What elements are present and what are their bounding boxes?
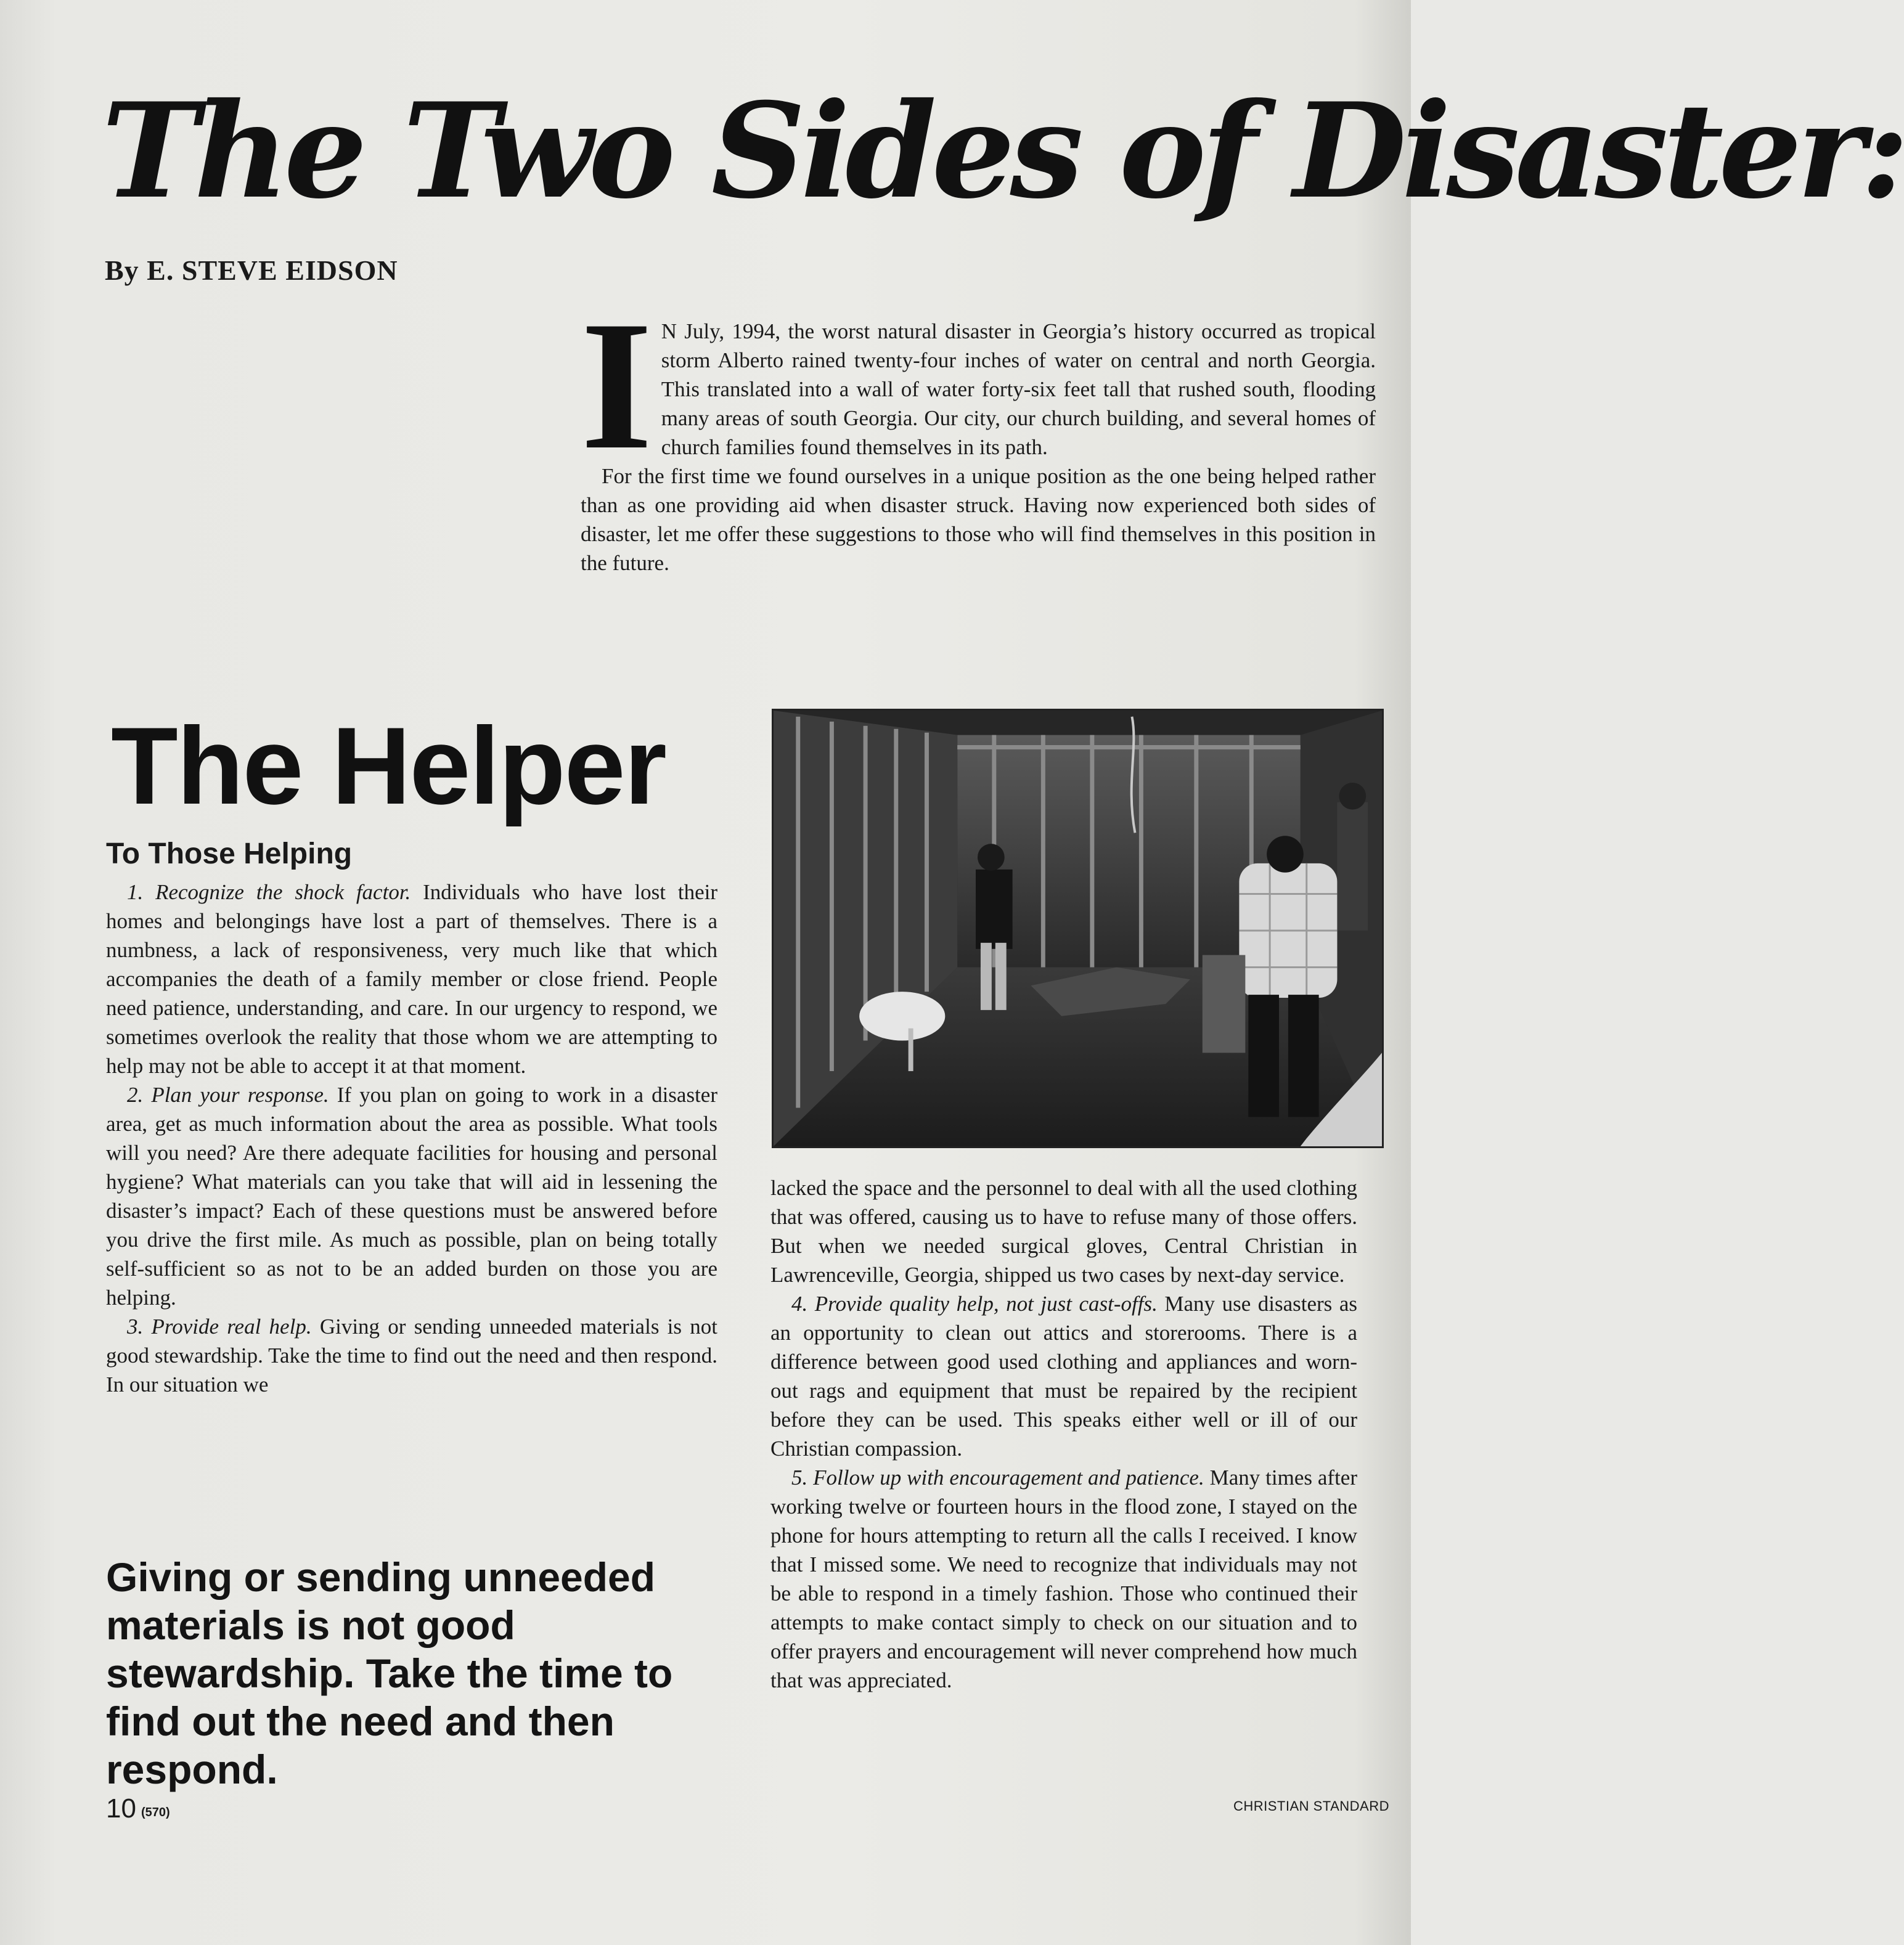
point-3-lead: 3. Provide real help.: [127, 1315, 312, 1339]
flood-damage-photo: [772, 709, 1384, 1148]
point-4: [770, 1289, 1357, 1463]
point-3: [106, 1312, 717, 1399]
point-4-text: Many use disasters as an opportunity to clean out attics and storerooms. There is a difference between good used clothing and appliances and worn-out rags and equipment that must be repaired by the recipient before they can be used. This speaks either well or ill of our Christian compassion.: [770, 1292, 1357, 1461]
right-column: [770, 1173, 1357, 1695]
intro-text: [581, 283, 1376, 577]
byline: By E. STEVE EIDSON: [105, 255, 398, 286]
continuation-paragraph: lacked the space and the personnel to deal with all the used clothing that was offered, causing us to have to refuse many of those offers. But when we needed surgical gloves, Central Christian in Lawrenceville, Georgia, shipped us two cases by next-day service.: [770, 1176, 1357, 1287]
point-3-text: Giving or sending unneeded materials is not good stewardship. Take the time to find out the need and then respond. In our situation we: [106, 1315, 717, 1397]
intro-paragraph-2: For the first time we found ourselves in a unique position as the one being helped rather than as one providing aid when disaster struck. Having now experienced both sides of disaster, let me offer these suggestions to those who will find themselves in this position in the future.: [581, 464, 1376, 575]
page-number-value: 10: [106, 1793, 136, 1824]
point-1-text: Individuals who have lost their homes and belongings have lost a part of themselves. There is a numbness, a lack of responsiveness, very much like that which accompanies the death of a family member or close friend. People need patience, understanding, and care. In our urgency to respond, we sometimes overlook the reality that those whom we are attempting to help may not be able to accept it at that moment.: [106, 880, 717, 1078]
point-4-lead: 4. Provide quality help, not just cast-offs.: [791, 1292, 1158, 1316]
drop-cap: I: [581, 283, 653, 487]
left-column: [106, 878, 717, 1399]
point-2-text: If you plan on going to work in a disaster area, get as much information about the area as possible. What tools will you need? Are there adequate facilities for housing and personal hygiene? What materials can you take that will aid in lessening the disaster’s impact? Each of these questions must be answered before you drive the first mile. As much as possible, plan on being totally self-sufficient so as not to be an added burden on those you are helping.: [106, 1083, 717, 1310]
intro-paragraph-1: N July, 1994, the worst natural disaster in Georgia’s history occurred as tropical storm Alberto rained twenty-four inches of water on central and north Georgia. This translated into a wall of water forty-six feet tall that rushed south, flooding many areas of south Georgia. Our city, our church building, and several homes of church families found themselves in its path.: [661, 319, 1376, 459]
page-number-sub: (570): [141, 1806, 170, 1819]
section-title: The Helper: [111, 704, 666, 827]
point-1-lead: 1. Recognize the shock factor.: [127, 880, 411, 904]
point-5-lead: 5. Follow up with encouragement and patience.: [791, 1466, 1204, 1490]
point-2: [106, 1080, 717, 1312]
page-number: [106, 1793, 170, 1824]
pull-quote: Giving or sending unneeded materials is not good stewardship. Take the time to find out the need and then respond.: [106, 1554, 673, 1792]
section-subhead: To Those Helping: [106, 838, 353, 870]
flood-interior-image: [774, 711, 1382, 1146]
point-5: [770, 1463, 1357, 1695]
article-title: The Two Sides of Disaster:: [102, 74, 1904, 227]
point-5-text: Many times after working twelve or fourteen hours in the flood zone, I stayed on the phone for hours attempting to return all the calls I received. I know that I missed some. We need to recognize that individuals may not be able to respond in a timely fashion. Those who continued their attempts to make contact simply to check on our situation and to offer prayers and encouragement will never comprehend how much that was appreciated.: [770, 1466, 1357, 1692]
point-2-lead: 2. Plan your response.: [127, 1083, 329, 1107]
point-1: [106, 878, 717, 1080]
publication-name: CHRISTIAN STANDARD: [1233, 1798, 1389, 1814]
